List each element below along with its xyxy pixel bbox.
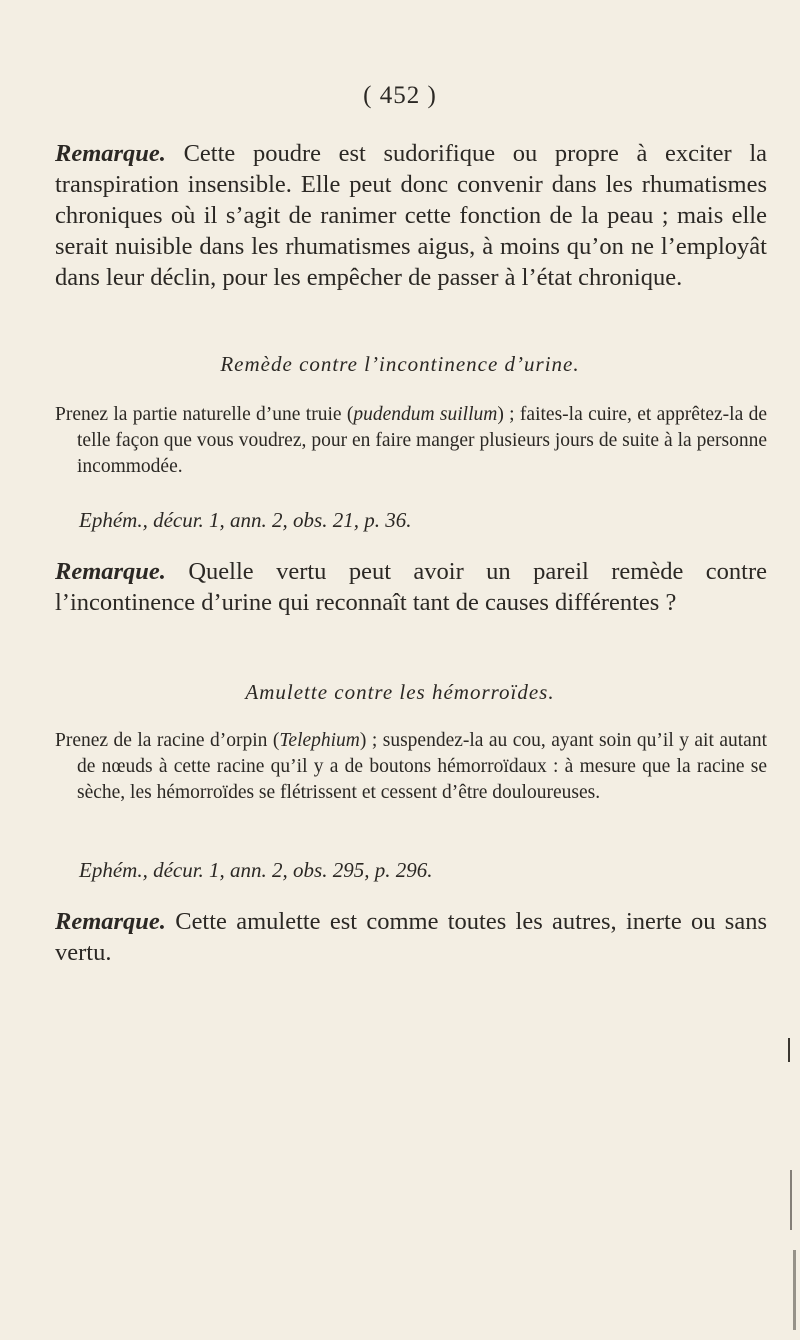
scan-mark (788, 1038, 790, 1062)
scan-mark (790, 1170, 792, 1230)
page-number: ( 452 ) (363, 82, 437, 109)
remark-paragraph-2 (55, 556, 767, 618)
remark-text: Quelle vertu peut avoir un pareil remède contre l’incontinence d’urine qui reconnaît tant de causes différentes ? (55, 558, 767, 616)
reference-citation: Ephém., décur. 1, ann. 2, obs. 21, p. 36. (79, 508, 412, 532)
remark-label: Remarque. (55, 558, 166, 585)
remark-label: Remarque. (55, 908, 166, 935)
remark-paragraph-3 (55, 906, 767, 968)
remedy-paragraph-hemorrhoids: Prenez de la racine d’orpin (Telephium) ; suspendez-la au cou, ayant soin qu’il y ait autant de nœuds à cette racine qu’il y a de boutons hémorroïdaux : à mesure que la racine se sèche, les hémorroïdes se flétrissent et cessent d’être douloureuses. (55, 730, 767, 803)
section-heading-hemorrhoids: Amulette contre les hémorroïdes. (245, 680, 555, 704)
remark-text: Cette amulette est comme toutes les autres, inerte ou sans vertu. (55, 908, 767, 966)
latin-term: pudendum suillum (353, 404, 498, 425)
remark-paragraph-1 (55, 138, 767, 293)
remark-text: Cette poudre est sudorifique ou propre à exciter la transpiration insensible. Elle peut donc convenir dans les rhumatismes chroniques où il s’agit de ranimer cette fonction de la peau ; mais elle serait nuisible dans les rhumatismes aigus, à moins qu’on ne l’employât dans leur déclin, pour les empêcher de passer à l’état chronique. (55, 140, 767, 291)
section-heading-incontinence: Remède contre l’incontinence d’urine. (220, 352, 580, 376)
latin-term: Telephium (279, 730, 360, 751)
scan-mark (793, 1250, 796, 1330)
remedy-paragraph-incontinence: Prenez la partie naturelle d’une truie (pudendum suillum) ; faites-la cuire, et apprêtez-la de telle façon que vous voudrez, pour en faire manger plusieurs jours de suite à la personne incommodée. (55, 404, 767, 477)
remark-label: Remarque. (55, 140, 166, 167)
reference-citation: Ephém., décur. 1, ann. 2, obs. 295, p. 296. (79, 858, 433, 882)
